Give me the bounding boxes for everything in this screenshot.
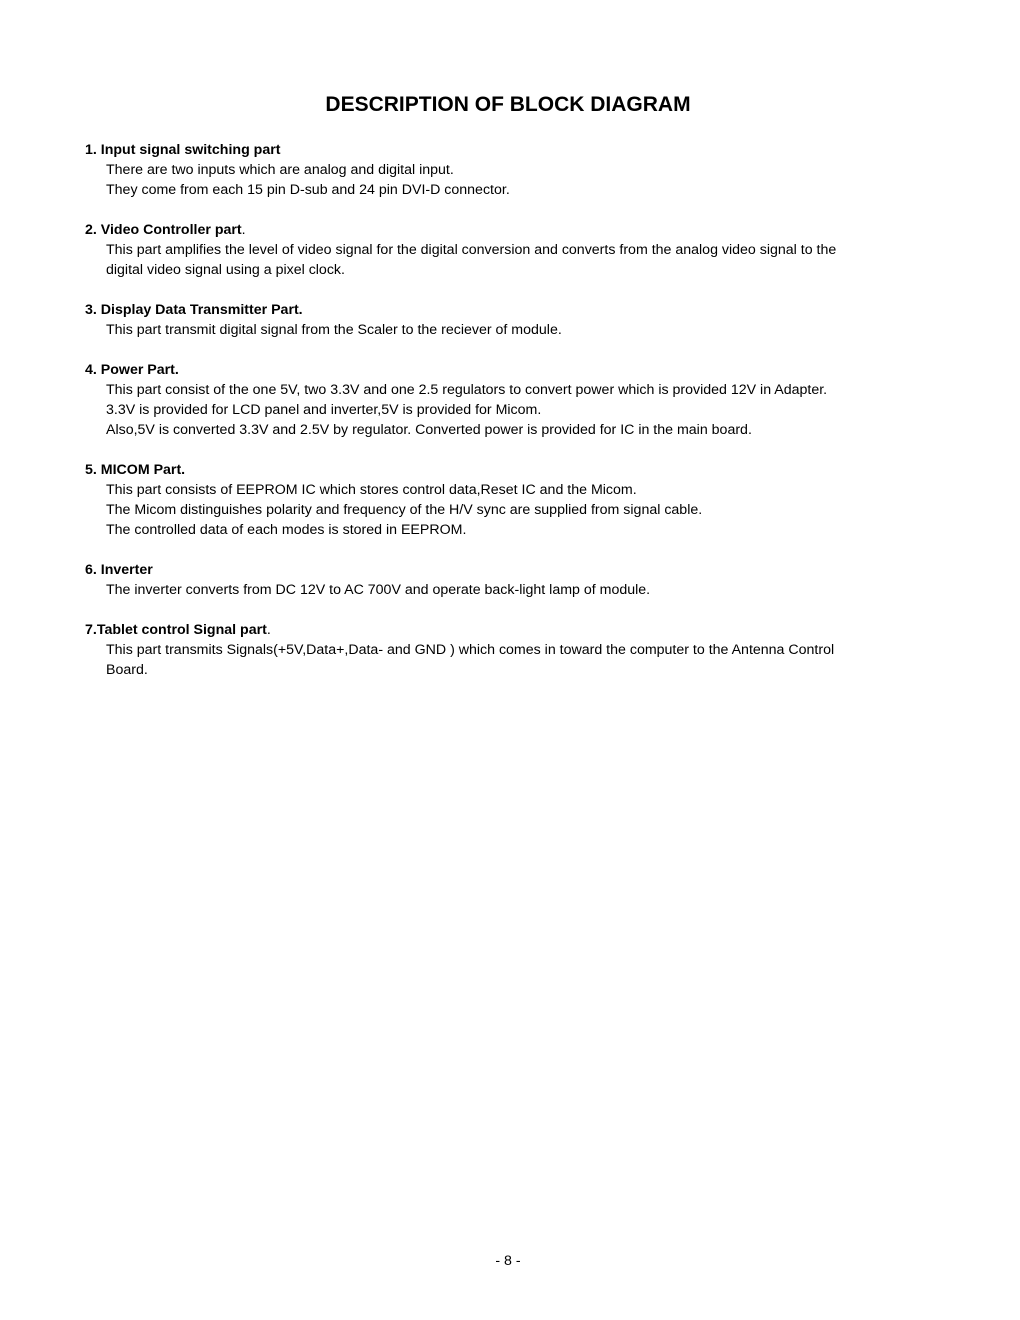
section-text-line: This part consist of the one 5V, two 3.3V and one 2.5 regulators to convert power which is provided 12V in Adapter.	[106, 382, 828, 398]
page-title: DESCRIPTION OF BLOCK DIAGRAM	[325, 93, 691, 116]
section-text-line: They come from each 15 pin D-sub and 24 pin DVI-D connector.	[106, 182, 510, 198]
section-heading	[85, 220, 945, 240]
section-heading-trail: .	[241, 222, 246, 238]
section-heading-text: 5. MICOM Part.	[85, 462, 186, 478]
description-content	[85, 140, 945, 700]
section-heading	[85, 140, 945, 160]
section-text-line: This part transmit digital signal from the Scaler to the reciever of module.	[106, 322, 562, 338]
section-heading-text: 1. Input signal switching part	[85, 142, 281, 158]
section-heading	[85, 460, 945, 480]
section-heading	[85, 560, 945, 580]
section-heading	[85, 360, 945, 380]
section-heading	[85, 620, 945, 640]
section-text-line: digital video signal using a pixel clock.	[106, 262, 345, 278]
section-text-line: This part consists of EEPROM IC which stores control data,Reset IC and the Micom.	[106, 482, 637, 498]
section-heading-text: 7.Tablet control Signal part	[85, 622, 267, 638]
section-heading	[85, 300, 945, 320]
section-text-line: The controlled data of each modes is stored in EEPROM.	[106, 522, 467, 538]
section-heading-text: 2. Video Controller part	[85, 222, 242, 238]
section-text-line: Also,5V is converted 3.3V and 2.5V by regulator. Converted power is provided for IC in the main board.	[106, 422, 752, 438]
section-display-data-transmitter	[85, 300, 945, 340]
section-heading-text: 3. Display Data Transmitter Part.	[85, 302, 303, 318]
section-video-controller	[85, 220, 945, 280]
section-text-line: The inverter converts from DC 12V to AC 700V and operate back-light lamp of module.	[106, 582, 651, 598]
section-micom	[85, 460, 945, 540]
page-number: - 8 -	[495, 1253, 521, 1269]
section-text-line: This part amplifies the level of video signal for the digital conversion and converts from the analog video signal to the	[106, 242, 837, 258]
section-text-line: The Micom distinguishes polarity and frequency of the H/V sync are supplied from signal cable.	[106, 502, 703, 518]
section-inverter	[85, 560, 945, 600]
section-text-line: 3.3V is provided for LCD panel and inverter,5V is provided for Micom.	[106, 402, 542, 418]
section-text-line: There are two inputs which are analog and digital input.	[106, 162, 454, 178]
section-input-signal-switching	[85, 140, 945, 200]
section-text-line: Board.	[106, 662, 148, 678]
section-heading-text: 4. Power Part.	[85, 362, 179, 378]
section-heading-text: 6. Inverter	[85, 562, 153, 578]
section-power	[85, 360, 945, 440]
section-text-line: This part transmits Signals(+5V,Data+,Data- and GND ) which comes in toward the computer to the Antenna Control	[106, 642, 835, 658]
section-heading-trail: .	[266, 622, 271, 638]
section-tablet-control-signal	[85, 620, 945, 680]
